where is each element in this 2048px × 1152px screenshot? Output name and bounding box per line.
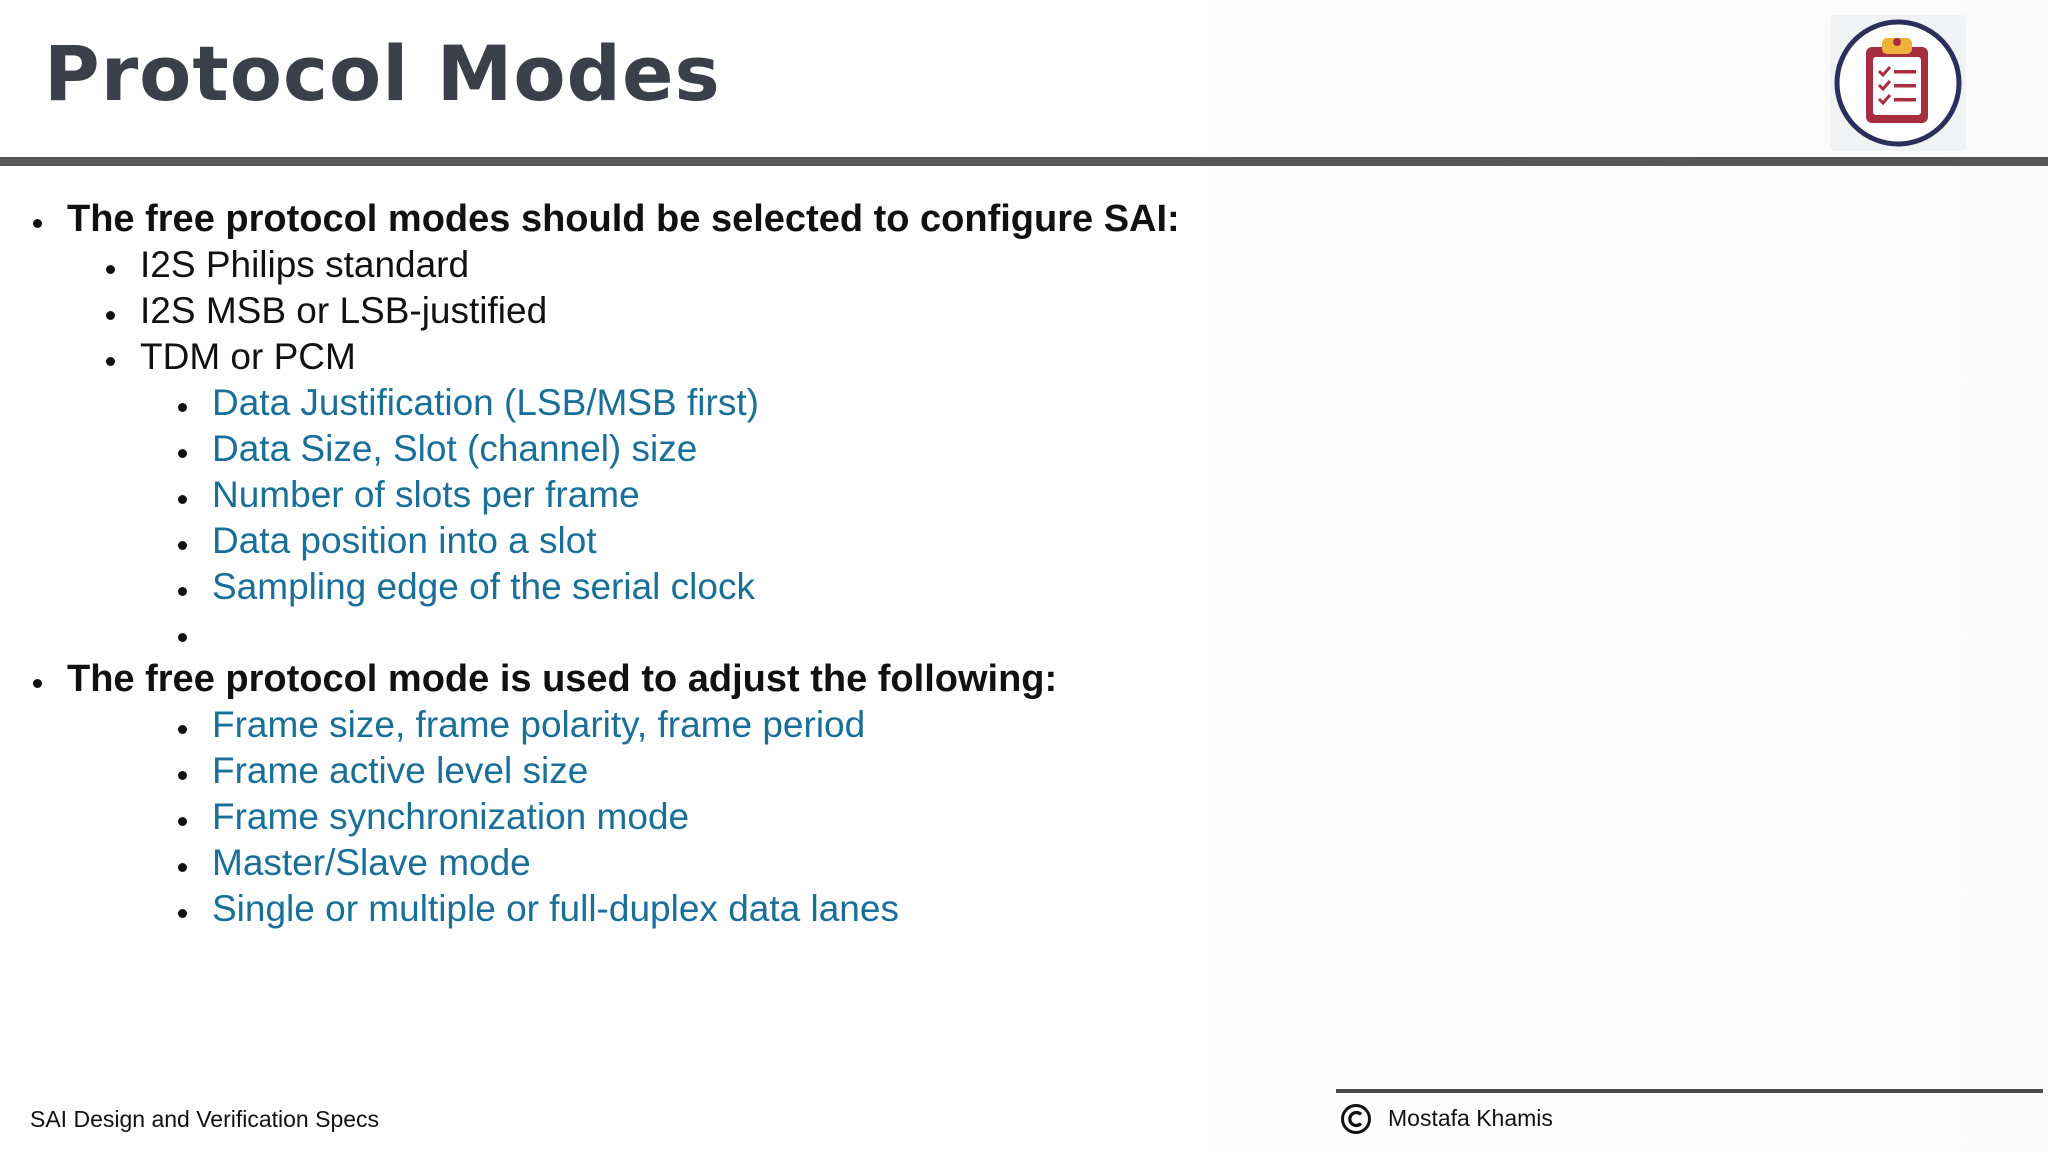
- bullet-icon: [33, 219, 42, 228]
- list-item-text: Frame active level size: [212, 750, 589, 791]
- list-item-text: Master/Slave mode: [212, 842, 531, 883]
- list-item-text: Frame synchronization mode: [212, 796, 690, 837]
- clipboard-checklist-icon: [1830, 15, 1966, 151]
- list-item-text: Number of slots per frame: [212, 474, 640, 515]
- bullet-icon: [178, 725, 187, 734]
- list-item-level1: [0, 656, 2048, 702]
- list-item-level2: [0, 288, 2048, 334]
- list-item-text: Single or multiple or full-duplex data lanes: [212, 888, 899, 929]
- list-item-level2: [0, 242, 2048, 288]
- list-item-text: Data position into a slot: [212, 520, 597, 561]
- bullet-icon: [33, 679, 42, 688]
- list-item-text: Sampling edge of the serial clock: [212, 566, 755, 607]
- bullet-icon: [178, 771, 187, 780]
- list-item-text: Data Justification (LSB/MSB first): [212, 382, 759, 423]
- footer-course-title: SAI Design and Verification Specs: [30, 1106, 380, 1132]
- list-item-level3: [0, 840, 2048, 886]
- list-item-text: I2S Philips standard: [140, 244, 470, 285]
- list-item-level3: [0, 426, 2048, 472]
- list-item-text: I2S MSB or LSB-justified: [140, 290, 548, 331]
- bullet-icon: [178, 863, 187, 872]
- list-item-level3-empty: [0, 610, 2048, 656]
- list-item-level3: [0, 564, 2048, 610]
- bullet-icon: [178, 817, 187, 826]
- bullet-icon: [178, 495, 187, 504]
- section-heading: The free protocol mode is used to adjust the following:: [67, 658, 1058, 700]
- copyright-icon: [1340, 1103, 1372, 1135]
- bullet-icon: [178, 403, 187, 412]
- bullet-icon: [178, 633, 187, 642]
- list-item-level3: [0, 518, 2048, 564]
- bullet-icon: [178, 541, 187, 550]
- footer-author: Mostafa Khamis: [1388, 1105, 1553, 1131]
- bullet-icon: [178, 909, 187, 918]
- list-item-level3: [0, 472, 2048, 518]
- footer-divider: [1336, 1089, 2043, 1093]
- slide-title: Protocol Modes: [44, 29, 721, 118]
- list-item-level2: [0, 334, 2048, 380]
- list-item-text: Frame size, frame polarity, frame period: [212, 704, 866, 745]
- list-item-level3: [0, 886, 2048, 932]
- bullet-icon: [106, 265, 115, 274]
- bullet-icon: [106, 311, 115, 320]
- list-item-level3: [0, 380, 2048, 426]
- bullet-icon: [178, 449, 187, 458]
- title-divider: [0, 157, 2048, 166]
- bullet-icon: [106, 357, 115, 366]
- list-item-level3: [0, 748, 2048, 794]
- section-heading: The free protocol modes should be selected to configure SAI:: [67, 198, 1180, 240]
- list-item-level3: [0, 702, 2048, 748]
- bullet-icon: [178, 587, 187, 596]
- list-item-level3: [0, 794, 2048, 840]
- slide-content: [0, 196, 2048, 932]
- list-item-text: TDM or PCM: [140, 336, 356, 377]
- list-item-level1: [0, 196, 2048, 242]
- list-item-text: Data Size, Slot (channel) size: [212, 428, 698, 469]
